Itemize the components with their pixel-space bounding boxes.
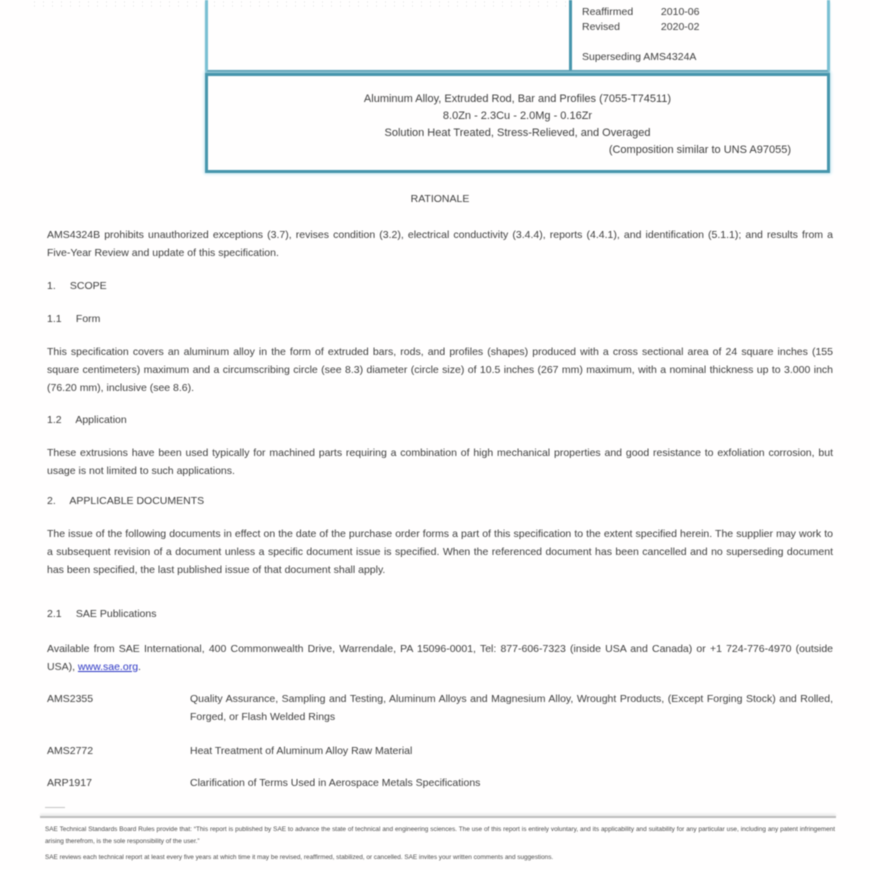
spec-composition: 8.0Zn - 2.3Cu - 2.0Mg - 0.16Zr bbox=[442, 110, 593, 122]
document-code: AMS2355 bbox=[47, 693, 94, 705]
sae-publications-body bbox=[47, 640, 833, 676]
document-row bbox=[47, 774, 833, 792]
section-applicable-documents-heading bbox=[47, 495, 833, 507]
revised-row bbox=[582, 20, 819, 35]
spec-title-line3: Solution Heat Treated, Stress-Relieved, and Overaged bbox=[384, 127, 651, 139]
document-row bbox=[47, 690, 833, 726]
section-form-heading bbox=[47, 313, 833, 325]
document-title: Quality Assurance, Sampling and Testing, Aluminum Alloys and Magnesium Alloy, Wrought Products, (Except Forging Stock) and Rolled, Forged, or Flash Welded Rings bbox=[190, 693, 833, 723]
document-code: AMS2772 bbox=[47, 745, 94, 757]
section-application-heading bbox=[47, 414, 833, 426]
section-number: 1.2 bbox=[47, 414, 62, 426]
document-title: Heat Treatment of Aluminum Alloy Raw Material bbox=[190, 745, 413, 757]
uns-similarity-note: (Composition similar to UNS A97055) bbox=[608, 144, 791, 156]
rationale-heading: RATIONALE bbox=[410, 193, 470, 205]
reaffirmed-date: 2010-06 bbox=[660, 6, 700, 18]
section-number: 1.1 bbox=[47, 313, 62, 325]
section-scope-heading bbox=[47, 280, 833, 292]
section-number: 2. bbox=[47, 495, 56, 507]
form-body: This specification covers an aluminum alloy in the form of extruded bars, rods, and profiles (shapes) produced with a cross sectional area of 24 square inches (155 square centimeters) maximum and a circumscribing circle (see 8.3) diameter (circle size) of 10.5 inches (267 mm) maximum, with a nominal thickness up to 3.000 inch (76.20 mm), inclusive (see 8.6). bbox=[47, 346, 833, 394]
document-title: Clarification of Terms Used in Aerospace Metals Specifications bbox=[190, 777, 481, 789]
section-sae-publications-heading bbox=[47, 608, 833, 620]
section-label: Application bbox=[75, 414, 127, 426]
section-number: 2.1 bbox=[47, 608, 62, 620]
applicable-documents-body: The issue of the following documents in effect on the date of the purchase order forms a part of this specification to the extent specified herein. The supplier may work to a subsequent revision of a document unless a specific document issue is specified. When the referenced document has been cancelled and no superseding document has been specified, the last published issue of that document shall apply. bbox=[47, 528, 833, 576]
section-label: SAE Publications bbox=[75, 608, 157, 620]
footer-stub-line bbox=[45, 807, 65, 808]
sae-address-period: . bbox=[138, 661, 141, 673]
header-revision-table bbox=[205, 0, 830, 73]
section-label: Form bbox=[75, 313, 101, 325]
revised-label: Revised bbox=[582, 21, 620, 33]
footer-legal-text: SAE Technical Standards Board Rules provide that: “This report is published by SAE to advance the state of technical and engineering sciences. The use of this report is entirely voluntary, and its applicability and suitability for any particular use, including any patent infringement arising therefrom, is the sole responsibility of the user.” bbox=[45, 826, 835, 845]
footer-divider bbox=[40, 816, 836, 818]
title-block bbox=[205, 73, 830, 173]
section-number: 1. bbox=[47, 280, 56, 292]
reaffirmed-row bbox=[582, 5, 819, 20]
rationale-body: AMS4324B prohibits unauthorized exceptions (3.7), revises condition (3.2), electrical conductivity (3.4.4), reports (4.4.1), and identification (5.1.1); and results from a Five-Year Review and update of this specification. bbox=[47, 229, 833, 259]
document-code: ARP1917 bbox=[47, 777, 92, 789]
revision-cell bbox=[569, 0, 827, 70]
superseding-note: Superseding AMS4324A bbox=[582, 51, 697, 63]
sae-address-text: Available from SAE International, 400 Commonwealth Drive, Warrendale, PA 15096-0001, Tel: 877-606-7323 (inside USA and Canada) or +1 724-776-4970 (outside USA), bbox=[47, 643, 833, 673]
spec-title-line1: Aluminum Alloy, Extruded Rod, Bar and Profiles (7055-T74511) bbox=[363, 93, 672, 105]
application-body: These extrusions have been used typically for machined parts requiring a combination of high mechanical properties and good resistance to exfoliation corrosion, but usage is not limited to such applications. bbox=[47, 447, 833, 477]
section-label: SCOPE bbox=[69, 280, 107, 292]
reaffirmed-label: Reaffirmed bbox=[582, 6, 634, 18]
sae-website-link[interactable]: www.sae.org bbox=[77, 661, 139, 673]
footer-review-text: SAE reviews each technical report at least every five years at which time it may be revised, reaffirmed, stabilized, or cancelled. SAE invites your written comments and suggestions. bbox=[45, 854, 554, 861]
section-label: APPLICABLE DOCUMENTS bbox=[69, 495, 205, 507]
revised-date: 2020-02 bbox=[660, 21, 700, 33]
document-row bbox=[47, 742, 833, 760]
